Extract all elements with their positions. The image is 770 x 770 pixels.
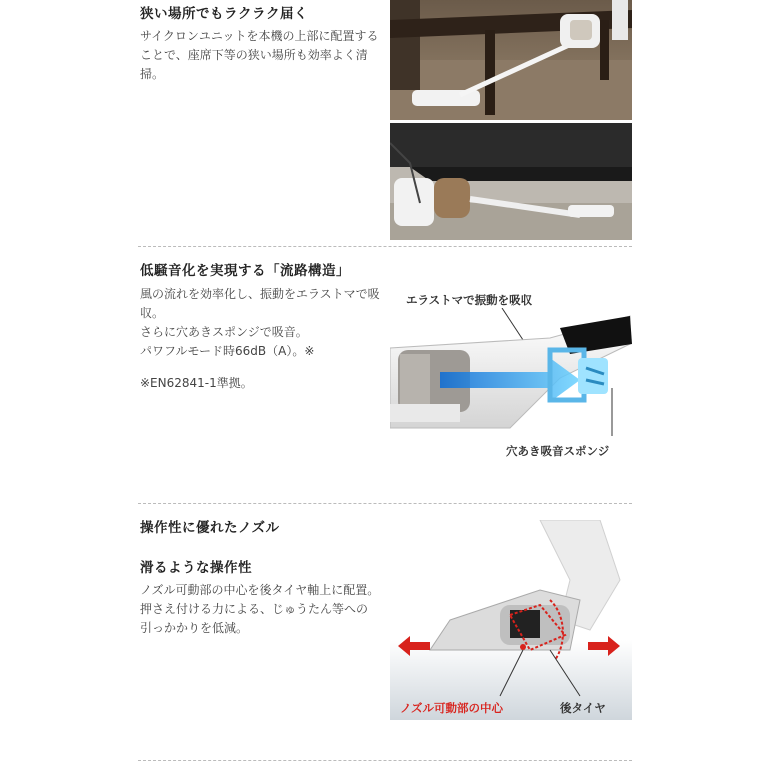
section2-heading: 低騒音化を実現する「流路構造」 [140,263,350,279]
section2-line: 風の流れを効率化し、振動をエラストマで吸 [140,287,380,301]
section2-line: パワフルモード時66dB（A）。※ [140,344,315,358]
section3-line: 押さえ付ける力による、じゅうたん等への [140,602,369,616]
nozzle-diagram [390,520,632,720]
section3-subheading: 滑るような操作性 [140,560,252,576]
callout-rear-tire: 後タイヤ [560,701,606,715]
photo-vacuum-under-seat [390,123,632,240]
cyclone-airflow-diagram [390,308,632,438]
section3-line: ノズル可動部の中心を後タイヤ軸上に配置。 [140,583,380,597]
section2-line: 収。 [140,306,165,320]
divider [138,503,632,504]
section2-body [140,285,390,361]
section3-body [140,581,390,638]
divider [138,246,632,247]
section1-heading: 狭い場所でもラクラク届く [140,6,308,22]
section1-line: ことで、座席下等の狭い場所も効率よく清掃。 [140,48,368,81]
photo-vacuum-under-table [390,0,632,120]
section1-line: サイクロンユニットを本機の上部に配置する [140,29,379,43]
callout-nozzle-center: ノズル可動部の中心 [400,701,504,715]
divider [138,760,632,761]
section2-line: さらに穴あきスポンジで吸音。 [140,325,308,339]
section1-body [140,27,390,84]
section2-note: ※EN62841-1準拠。 [140,376,253,390]
callout-sponge: 穴あき吸音スポンジ [506,444,610,458]
section3-line: 引っかかりを低減。 [140,621,249,635]
section3-heading: 操作性に優れたノズル [140,520,280,536]
callout-elastomer: エラストマで振動を吸収 [406,293,533,307]
